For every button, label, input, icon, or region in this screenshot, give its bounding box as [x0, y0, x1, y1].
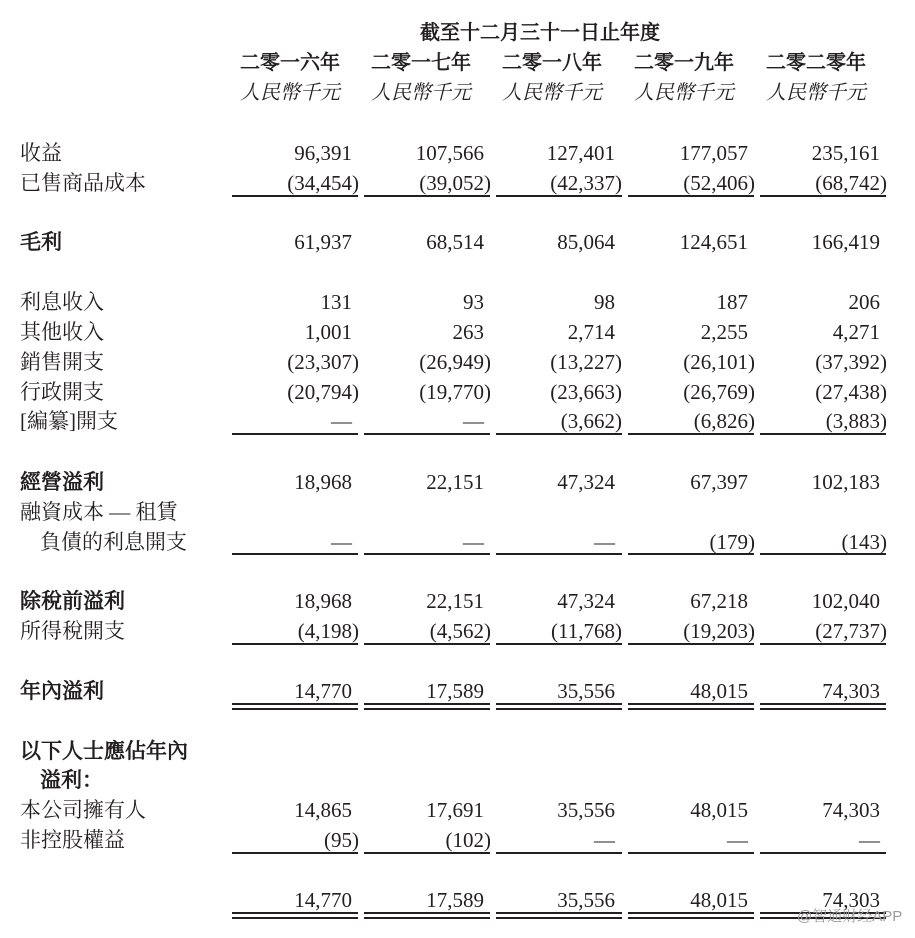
- currency-header-2018: 人民幣千元: [502, 82, 602, 104]
- cell: —: [727, 828, 748, 852]
- period-header: 截至十二月三十一日止年度: [420, 22, 660, 44]
- year-header-2017: 二零一七年: [371, 52, 471, 74]
- row-label-selling-expenses: 銷售開支: [20, 350, 104, 374]
- cell: (37,392): [815, 350, 887, 374]
- rule: [232, 643, 358, 645]
- cell: 4,271: [832, 320, 880, 344]
- cell: —: [463, 409, 484, 433]
- cell: 127,401: [546, 141, 615, 165]
- cell: 67,218: [690, 589, 748, 613]
- rule: [364, 553, 490, 555]
- cell: 47,324: [557, 589, 615, 613]
- cell: 102,183: [811, 470, 880, 494]
- cell: 48,015: [690, 798, 748, 822]
- cell: —: [594, 530, 615, 554]
- cell: 187: [716, 290, 748, 314]
- row-label-income-tax: 所得稅開支: [20, 619, 125, 643]
- rule: [364, 433, 490, 435]
- currency-header-2020: 人民幣千元: [766, 82, 866, 104]
- rule: [628, 643, 754, 645]
- rule: [496, 852, 622, 854]
- cell: 2,255: [700, 320, 748, 344]
- cell: —: [859, 828, 880, 852]
- cell: (26,949): [419, 350, 491, 374]
- cell: 47,324: [557, 470, 615, 494]
- row-label-owners: 本公司擁有人: [20, 798, 146, 822]
- cell: 35,556: [557, 679, 615, 703]
- rule: [364, 195, 490, 197]
- cell: 48,015: [690, 679, 748, 703]
- cell: 93: [463, 290, 484, 314]
- cell: 74,303: [822, 798, 880, 822]
- row-label-redacted-expenses: [編纂]開支: [20, 409, 118, 433]
- double-rule: [760, 703, 886, 710]
- cell: 235,161: [811, 141, 880, 165]
- currency-header-2017: 人民幣千元: [371, 82, 471, 104]
- cell: (20,794): [287, 380, 359, 404]
- year-header-2020: 二零二零年: [766, 52, 866, 74]
- cell: 1,001: [304, 320, 352, 344]
- cell: (179): [709, 530, 755, 554]
- row-label-nci: 非控股權益: [20, 828, 125, 852]
- cell: 35,556: [557, 888, 615, 912]
- cell: (42,337): [550, 171, 622, 195]
- year-header-2016: 二零一六年: [240, 52, 340, 74]
- cell: (4,562): [429, 619, 491, 643]
- double-rule: [628, 703, 754, 710]
- row-label-cost-of-goods: 已售商品成本: [20, 171, 146, 195]
- double-rule: [364, 912, 490, 919]
- cell: 22,151: [426, 470, 484, 494]
- rule: [760, 553, 886, 555]
- rule: [232, 852, 358, 854]
- cell: (39,052): [419, 171, 491, 195]
- row-label-operating-profit: 經營溢利: [20, 470, 104, 494]
- cell: 107,566: [415, 141, 484, 165]
- cell: 14,865: [294, 798, 352, 822]
- cell: (102): [445, 828, 491, 852]
- year-header-2018: 二零一八年: [502, 52, 602, 74]
- cell: (26,769): [683, 380, 755, 404]
- rule: [760, 433, 886, 435]
- row-label-gross-profit: 毛利: [20, 230, 62, 254]
- cell: 18,968: [294, 589, 352, 613]
- cell: (23,663): [550, 380, 622, 404]
- cell: 131: [320, 290, 352, 314]
- cell: —: [331, 409, 352, 433]
- cell: 17,691: [426, 798, 484, 822]
- cell: —: [331, 530, 352, 554]
- cell: 124,651: [679, 230, 748, 254]
- watermark: @智通财经APP: [797, 908, 903, 925]
- rule: [760, 643, 886, 645]
- cell: 14,770: [294, 888, 352, 912]
- cell: 102,040: [811, 589, 880, 613]
- row-label-lease-interest: 負債的利息開支: [40, 530, 187, 554]
- rule: [760, 195, 886, 197]
- cell: —: [594, 828, 615, 852]
- rule: [364, 852, 490, 854]
- row-label-revenue: 收益: [20, 141, 62, 165]
- cell: (6,826): [693, 409, 755, 433]
- cell: 96,391: [294, 141, 352, 165]
- row-label-profit-for-year: 年內溢利: [20, 679, 104, 703]
- cell: (34,454): [287, 171, 359, 195]
- rule: [232, 553, 358, 555]
- cell: 74,303: [822, 888, 880, 912]
- cell: 74,303: [822, 679, 880, 703]
- row-label-attributable-to: 以下人士應佔年內: [20, 739, 188, 763]
- currency-header-2019: 人民幣千元: [634, 82, 734, 104]
- row-label-finance-costs: 融資成本 — 租賃: [20, 500, 178, 524]
- cell: 14,770: [294, 679, 352, 703]
- double-rule: [496, 703, 622, 710]
- cell: (4,198): [297, 619, 359, 643]
- cell: 206: [848, 290, 880, 314]
- cell: (3,883): [825, 409, 887, 433]
- cell: 35,556: [557, 798, 615, 822]
- cell: (19,203): [683, 619, 755, 643]
- rule: [628, 195, 754, 197]
- year-header-2019: 二零一九年: [634, 52, 734, 74]
- rule: [232, 195, 358, 197]
- cell: (95): [324, 828, 359, 852]
- cell: 68,514: [426, 230, 484, 254]
- cell: (143): [841, 530, 887, 554]
- rule: [496, 195, 622, 197]
- cell: (3,662): [560, 409, 622, 433]
- rule: [496, 643, 622, 645]
- double-rule: [232, 912, 358, 919]
- cell: 17,589: [426, 679, 484, 703]
- cell: (26,101): [683, 350, 755, 374]
- cell: 263: [452, 320, 484, 344]
- cell: 22,151: [426, 589, 484, 613]
- cell: 18,968: [294, 470, 352, 494]
- rule: [496, 553, 622, 555]
- cell: (52,406): [683, 171, 755, 195]
- row-label-other-income: 其他收入: [20, 320, 104, 344]
- rule: [628, 852, 754, 854]
- row-label-attributable-profit: 溢利：: [40, 768, 103, 792]
- cell: —: [463, 530, 484, 554]
- cell: 17,589: [426, 888, 484, 912]
- rule: [364, 643, 490, 645]
- cell: 85,064: [557, 230, 615, 254]
- cell: 2,714: [567, 320, 615, 344]
- rule: [232, 433, 358, 435]
- cell: (13,227): [550, 350, 622, 374]
- cell: 48,015: [690, 888, 748, 912]
- double-rule: [628, 912, 754, 919]
- row-label-profit-before-tax: 除稅前溢利: [20, 589, 125, 613]
- row-label-admin-expenses: 行政開支: [20, 380, 104, 404]
- cell: (27,438): [815, 380, 887, 404]
- cell: 61,937: [294, 230, 352, 254]
- double-rule: [496, 912, 622, 919]
- cell: 177,057: [679, 141, 748, 165]
- rule: [628, 433, 754, 435]
- cell: (23,307): [287, 350, 359, 374]
- rule: [628, 553, 754, 555]
- double-rule: [364, 703, 490, 710]
- double-rule: [232, 703, 358, 710]
- cell: (68,742): [815, 171, 887, 195]
- cell: (19,770): [419, 380, 491, 404]
- cell: 67,397: [690, 470, 748, 494]
- cell: 166,419: [811, 230, 880, 254]
- rule: [760, 852, 886, 854]
- cell: 98: [594, 290, 615, 314]
- cell: (27,737): [815, 619, 887, 643]
- cell: (11,768): [551, 619, 622, 643]
- row-label-interest-income: 利息收入: [20, 290, 104, 314]
- rule: [496, 433, 622, 435]
- currency-header-2016: 人民幣千元: [240, 82, 340, 104]
